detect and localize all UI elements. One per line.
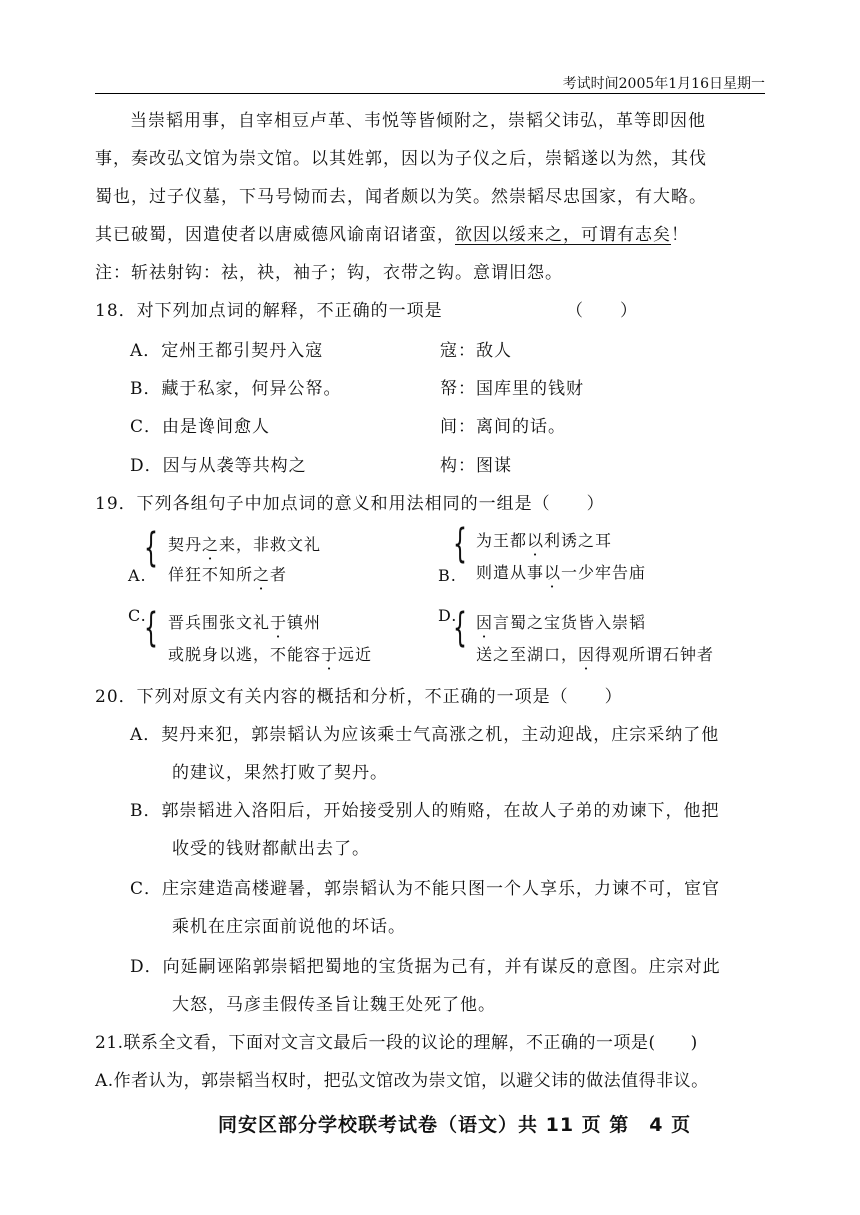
- q19-stem: 19．下列各组句子中加点词的意义和用法相同的一组是（ ）: [95, 494, 605, 514]
- q19-c-s2-post: 远近: [338, 645, 373, 664]
- q19-d-label: D.: [438, 606, 458, 625]
- q19-b-s2-post: 一少牢告庙: [561, 563, 647, 582]
- underlined-sentence: 欲因以绥来之，可谓有志矣: [455, 225, 671, 245]
- q18-answer-paren: （ ）: [566, 301, 638, 321]
- q19-a-s2-dotted: 之: [253, 565, 271, 584]
- q19-a-s1-post: 来，非救文礼: [219, 535, 322, 554]
- q19-b-s1-dotted: 以: [527, 531, 545, 550]
- q19-b-sentence-2: [476, 560, 646, 583]
- q19-d-s2-post: 得观所谓石钟者: [595, 645, 715, 664]
- q19-a-label: A.: [128, 566, 147, 585]
- q19-c-s1-dotted: 于: [270, 613, 288, 632]
- q19-d-s1-dotted: 因: [476, 613, 494, 632]
- q19-c-s2-dotted: 于: [321, 645, 339, 664]
- passage-note: 注：斩祛射钩：祛，袂，袖子；钩，衣带之钩。意谓旧怨。: [95, 263, 563, 283]
- q19-b-s2-dotted: 以: [544, 563, 562, 582]
- q18-gloss-a: 寇：敌人: [440, 341, 512, 361]
- q18-gloss-c: 间：离间的话。: [440, 417, 566, 437]
- q19-d-sentence-1: [476, 610, 646, 633]
- q18-gloss-b: 帑：国库里的钱财: [440, 379, 584, 399]
- q19-c-sentence-1: [168, 610, 321, 633]
- passage-line-1: 当崇韬用事，自宰相豆卢革、韦悦等皆倾附之，崇韬父讳弘，革等即因他: [130, 111, 706, 131]
- q19-b-sentence-1: [476, 528, 612, 551]
- q19-a-s1-pre: 契丹: [168, 535, 203, 554]
- q19-b-brace: {: [453, 521, 467, 567]
- q20-option-b-line2: 收受的钱财都献出去了。: [172, 839, 370, 859]
- passage-line-3: 蜀也，过子仪墓，下马号恸而去，闻者颇以为笑。然崇韬尽忠国家，有大略。: [95, 187, 707, 207]
- q20-stem: 20．下列对原文有关内容的概括和分析，不正确的一项是（ ）: [95, 687, 623, 707]
- q19-b-s1-pre: 为王都: [476, 531, 528, 550]
- q20-option-c-line2: 乘机在庄宗面前说他的坏话。: [172, 917, 406, 937]
- q20-option-d-line2: 大怒，马彦圭假传圣旨让魏王处死了他。: [172, 995, 496, 1015]
- passage-line-2: 事，奏改弘文馆为崇文馆。以其姓郭，因以为子仪之后，崇韬遂以为然，其伐: [95, 149, 707, 169]
- passage-line-4: [95, 220, 689, 245]
- q18-option-c: C．由是谗间愈人: [130, 417, 271, 437]
- q19-c-s1-pre: 晋兵围张文礼: [168, 613, 271, 632]
- q19-b-s2-pre: 则遣从事: [476, 563, 545, 582]
- q20-option-a-line1: A．契丹来犯，郭崇韬认为应该乘士气高涨之机，主动迎战，庄宗采纳了他: [130, 725, 720, 745]
- q20-option-c-line1: C．庄宗建造高楼避暑，郭崇韬认为不能只图一个人享乐，力谏不可，宦官: [130, 879, 721, 899]
- q18-option-d: D．因与从袭等共构之: [130, 456, 307, 476]
- passage-line-4-end: ！: [671, 225, 689, 245]
- q19-b-label: B.: [438, 566, 457, 585]
- q18-gloss-d: 构：图谋: [440, 456, 512, 476]
- header-rule: [95, 93, 765, 94]
- q19-a-s2-pre: 佯狂不知所: [168, 565, 254, 584]
- q19-d-brace: {: [453, 605, 467, 651]
- q19-c-brace: {: [144, 605, 158, 651]
- q19-c-label: C.: [128, 606, 147, 625]
- q19-a-s2-post: 者: [270, 565, 288, 584]
- q18-option-a: A．定州王都引契丹入寇: [130, 341, 324, 361]
- q19-b-s1-post: 利诱之耳: [544, 531, 613, 550]
- q18-option-b: B．藏于私家，何异公帑。: [130, 379, 342, 399]
- q20-option-a-line2: 的建议，果然打败了契丹。: [172, 763, 388, 783]
- passage-line-4-text: 其已破蜀，因遣使者以唐威德风谕南诏诸蛮，: [95, 225, 455, 245]
- q19-c-s1-post: 镇州: [287, 613, 322, 632]
- q20-option-b-line1: B．郭崇韬进入洛阳后，开始接受别人的贿赂，在故人子弟的劝谏下，他把: [130, 801, 720, 821]
- q19-a-sentence-1: [168, 532, 321, 555]
- q19-a-brace: {: [144, 525, 158, 571]
- exam-time-header: 考试时间2005年1月16日星期一: [562, 76, 765, 92]
- q20-option-d-line1: D．向延嗣诬陷郭崇韬把蜀地的宝货据为己有，并有谋反的意图。庄宗对此: [130, 957, 721, 977]
- page-footer: 同安区部分学校联考试卷（语文）共 11 页 第 4 页: [218, 1114, 692, 1136]
- q19-d-s2-dotted: 因: [578, 645, 596, 664]
- q19-c-sentence-2: [168, 642, 372, 665]
- q19-a-s1-dotted: 之: [202, 535, 220, 554]
- q18-stem: 18．对下列加点词的解释，不正确的一项是: [95, 301, 443, 321]
- q19-a-sentence-2: [168, 562, 287, 585]
- q21-stem: 21.联系全文看，下面对文言文最后一段的议论的理解，不正确的一项是( ): [95, 1033, 698, 1053]
- q21-option-a: A.作者认为，郭崇韬当权时，把弘文馆改为崇文馆，以避父讳的做法值得非议。: [95, 1071, 709, 1091]
- q19-d-s2-pre: 送之至湖口，: [476, 645, 579, 664]
- q19-d-s1-post: 言蜀之宝货皆入崇韬: [493, 613, 647, 632]
- q19-c-s2-pre: 或脱身以逃，不能容: [168, 645, 322, 664]
- q19-d-sentence-2: [476, 642, 714, 665]
